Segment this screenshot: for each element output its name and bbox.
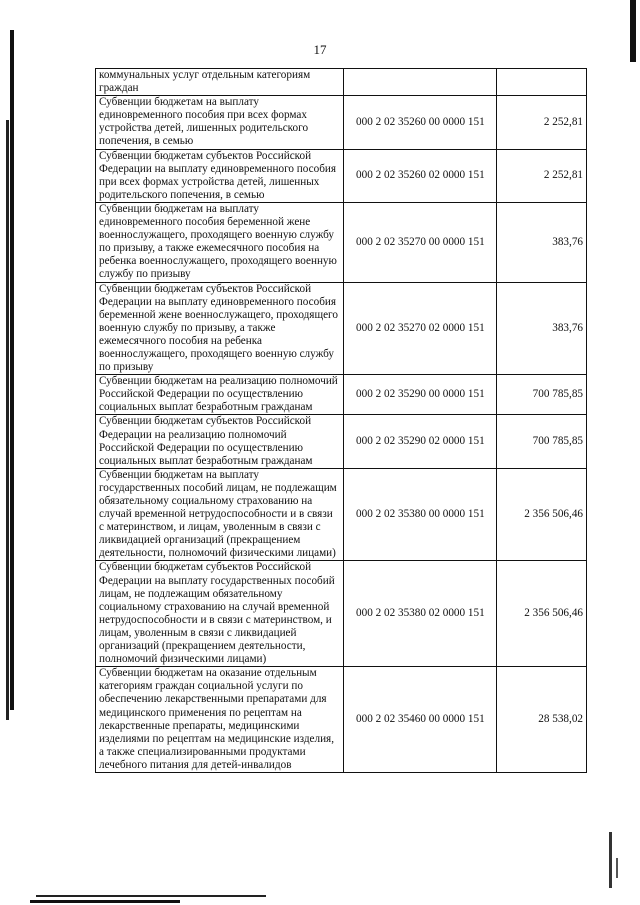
table-row — [96, 282, 587, 375]
scan-mark-right-2 — [616, 858, 618, 878]
budget-classification-code: 000 2 02 35460 00 0000 151 — [344, 667, 497, 773]
budget-amount: 28 538,02 — [497, 667, 587, 773]
budget-amount: 383,76 — [497, 202, 587, 282]
budget-amount: 2 252,81 — [497, 96, 587, 149]
table-row — [96, 96, 587, 149]
table-row — [96, 468, 587, 561]
table-row — [96, 69, 587, 96]
scan-edge-left-inner — [6, 120, 9, 720]
budget-amount: 700 785,85 — [497, 415, 587, 468]
budget-item-name: коммунальных услуг отдельным категориям граждан — [96, 69, 344, 96]
budget-classification-code: 000 2 02 35290 00 0000 151 — [344, 375, 497, 415]
table-row — [96, 149, 587, 202]
budget-amount — [497, 69, 587, 96]
budget-item-name: Субвенции бюджетам на выплату единовременного пособия при всех формах устройства детей, лишенных родительского попечения, в семью — [96, 96, 344, 149]
scan-mark-right — [609, 832, 612, 888]
budget-amount: 2 356 506,46 — [497, 468, 587, 561]
scan-edge-left — [10, 30, 14, 710]
budget-amount: 2 356 506,46 — [497, 561, 587, 667]
table-row — [96, 375, 587, 415]
scan-mark-bottom — [30, 900, 180, 903]
budget-classification-code: 000 2 02 35260 00 0000 151 — [344, 96, 497, 149]
budget-item-name: Субвенции бюджетам на оказание отдельным категориям граждан социальной услуги по обеспечению лекарственными препаратами для медицинского применения по рецептам на лекарственные препараты, медицинскими изделиями по рецептам на медицинские изделия, а также специализированными продуктами лечебного питания для детей-инвалидов — [96, 667, 344, 773]
budget-classification-code: 000 2 02 35380 00 0000 151 — [344, 468, 497, 561]
table-row — [96, 202, 587, 282]
budget-item-name: Субвенции бюджетам субъектов Российской Федерации на выплату единовременного пособия при всех формах устройства детей, лишенных родительского попечения, в семью — [96, 149, 344, 202]
budget-item-name: Субвенции бюджетам на выплату единовременного пособия беременной жене военнослужащего, проходящего военную службу по призыву, а также ежемесячного пособия на ребенка военнослужащего, проходящего военную службу по призыву — [96, 202, 344, 282]
table-row — [96, 667, 587, 773]
budget-amount: 383,76 — [497, 282, 587, 375]
table-row — [96, 415, 587, 468]
scan-line-bottom — [36, 895, 266, 897]
budget-classification-code: 000 2 02 35290 02 0000 151 — [344, 415, 497, 468]
budget-item-name: Субвенции бюджетам на выплату государственных пособий лицам, не подлежащим обязательному социальному страхованию на случай временной нетрудоспособности и в связи с материнством, и лицам, уволенным в связи с ликвидацией организаций (прекращением деятельности, полномочий физическими лицами) — [96, 468, 344, 561]
budget-table-body — [96, 69, 587, 773]
budget-table — [95, 68, 587, 773]
budget-classification-code: 000 2 02 35270 00 0000 151 — [344, 202, 497, 282]
budget-classification-code: 000 2 02 35380 02 0000 151 — [344, 561, 497, 667]
table-row — [96, 561, 587, 667]
budget-item-name: Субвенции бюджетам на реализацию полномочий Российской Федерации по осуществлению социальных выплат безработным гражданам — [96, 375, 344, 415]
budget-amount: 700 785,85 — [497, 375, 587, 415]
page-number: 17 — [313, 42, 327, 57]
budget-amount: 2 252,81 — [497, 149, 587, 202]
budget-item-name: Субвенции бюджетам субъектов Российской Федерации на реализацию полномочий Российской Федерации по осуществлению социальных выплат безработным гражданам — [96, 415, 344, 468]
budget-item-name: Субвенции бюджетам субъектов Российской Федерации на выплату единовременного пособия беременной жене военнослужащего, проходящего военную службу по призыву, а также ежемесячного пособия на ребенка военнослужащего, проходящего военную службу по призыву — [96, 282, 344, 375]
budget-classification-code: 000 2 02 35260 02 0000 151 — [344, 149, 497, 202]
budget-classification-code — [344, 69, 497, 96]
budget-item-name: Субвенции бюджетам субъектов Российской Федерации на выплату государственных пособий лицам, не подлежащим обязательному социальному страхованию на случай временной нетрудоспособности и в связи с материнством, и лицам, уволенным в связи с ликвидацией организаций (прекращением деятельности, полномочий физическими лицами) — [96, 561, 344, 667]
budget-classification-code: 000 2 02 35270 02 0000 151 — [344, 282, 497, 375]
